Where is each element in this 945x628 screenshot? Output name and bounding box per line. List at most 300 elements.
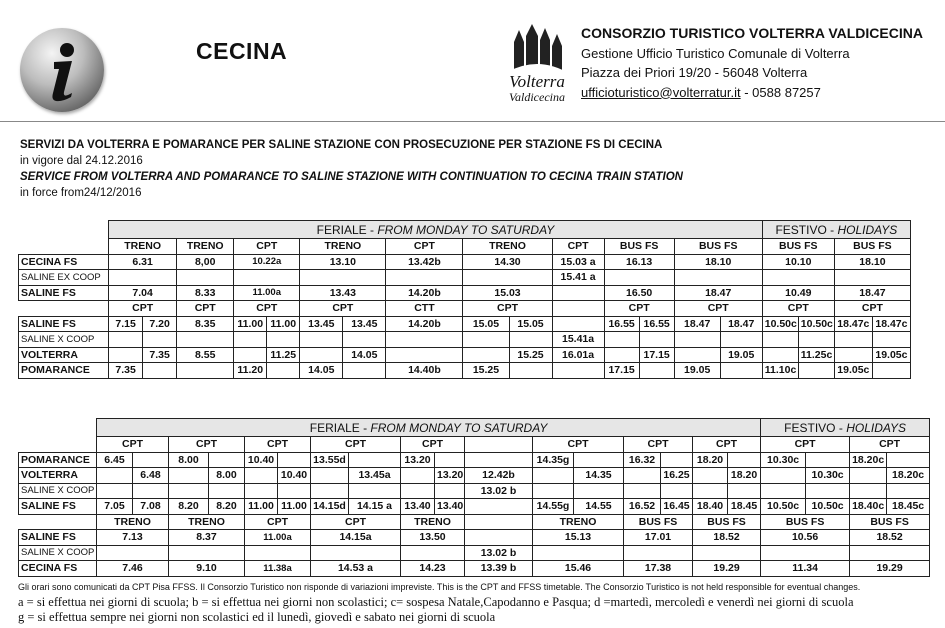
timetable-to-cecina — [18, 418, 930, 577]
service-type: BUS FS — [604, 239, 674, 255]
stop-name: SALINE FS — [19, 499, 97, 515]
time-cell: 15.25 — [509, 347, 552, 363]
service-type: CPT — [850, 437, 930, 453]
time-cell — [639, 363, 674, 379]
stop-row — [19, 347, 911, 363]
service-type: CPT — [234, 239, 300, 255]
logo-word: Volterra — [509, 72, 565, 91]
time-cell: 13.45 — [300, 316, 343, 332]
info-icon — [20, 28, 104, 112]
service-type: TRENO — [401, 514, 465, 530]
service-type: BUS FS — [834, 239, 910, 255]
time-cell: 10.49 — [762, 285, 834, 301]
time-cell: 7.46 — [97, 561, 169, 577]
time-cell: 14.55g — [533, 499, 574, 515]
time-cell: 15.03 — [463, 285, 552, 301]
service-type: BUS FS — [693, 514, 761, 530]
service-type: CPT — [386, 239, 463, 255]
time-cell: 14.30 — [463, 254, 552, 270]
stop-row — [19, 254, 911, 270]
time-cell — [693, 545, 761, 561]
time-cell — [761, 483, 806, 499]
time-cell — [624, 483, 661, 499]
time-cell — [177, 332, 234, 348]
note-disclaimer: Gli orari sono comunicati da CPT Pisa FFSS. Il Consorzio Turistico non risponde di variazioni impreviste. This is the CPT and FFSS timetable. The Consorzio Turistico is not held responsible for eventual changes. — [18, 582, 861, 592]
service-type: CPT — [762, 301, 834, 317]
time-cell: 11.00a — [245, 530, 311, 546]
service-type: BUS FS — [762, 239, 834, 255]
feriale-label: FERIALE - — [316, 222, 378, 237]
time-cell — [720, 363, 762, 379]
time-cell — [97, 468, 133, 484]
time-cell — [533, 545, 624, 561]
empty-cell — [19, 437, 97, 453]
time-cell: 7.20 — [143, 316, 177, 332]
time-cell: 7.08 — [133, 499, 169, 515]
time-cell — [177, 363, 234, 379]
time-cell — [245, 483, 278, 499]
time-cell: 13.55d — [311, 452, 349, 468]
time-cell — [109, 347, 143, 363]
service-type: BUS FS — [761, 514, 850, 530]
time-cell: 10.30c — [806, 468, 850, 484]
time-cell: 16.01a — [552, 347, 604, 363]
time-cell — [674, 347, 720, 363]
feriale-header — [97, 419, 761, 437]
empty-cell — [19, 221, 109, 239]
service-type: TRENO — [97, 514, 169, 530]
time-cell — [109, 332, 143, 348]
time-cell: 11.00 — [267, 316, 300, 332]
email-link[interactable]: ufficioturistico@volterratur.it — [581, 84, 741, 100]
time-cell — [552, 363, 604, 379]
time-cell — [639, 332, 674, 348]
time-cell: 7.13 — [97, 530, 169, 546]
time-cell — [278, 452, 311, 468]
time-cell — [278, 483, 311, 499]
service-type — [552, 301, 604, 317]
note-legend-1: a = si effettua nei giorni di scuola; b = si effettua nei giorni non scolastici; c= sospesa Natale,Capodanno e Pasqua; d =martedì, mercoledì e venerdì nei giorni di scuola — [18, 595, 854, 609]
time-cell: 12.42b — [465, 468, 533, 484]
time-cell: 7.35 — [109, 363, 143, 379]
time-cell — [209, 452, 245, 468]
time-cell — [834, 332, 872, 348]
time-cell: 14.55 — [574, 499, 624, 515]
time-cell: 13.40 — [401, 499, 435, 515]
service-type: CTT — [386, 301, 463, 317]
time-cell: 14.20b — [386, 316, 463, 332]
feriale-days: FROM MONDAY TO SATURDAY — [370, 420, 548, 435]
service-type: CPT — [693, 437, 761, 453]
time-cell: 19.05 — [674, 363, 720, 379]
time-cell: 8.55 — [177, 347, 234, 363]
stop-row — [19, 332, 911, 348]
service-type: CPT — [604, 301, 674, 317]
time-cell — [761, 468, 806, 484]
time-cell: 10.40 — [245, 452, 278, 468]
time-cell: 13.43 — [300, 285, 386, 301]
stop-row — [19, 483, 930, 499]
time-cell: 13.39 b — [465, 561, 533, 577]
service-type: CPT — [245, 437, 311, 453]
service-type: CPT — [97, 437, 169, 453]
valid-it: in vigore dal 24.12.2016 — [20, 155, 143, 167]
time-cell — [887, 483, 930, 499]
time-cell — [806, 483, 850, 499]
time-cell — [834, 270, 910, 286]
time-cell: 14.20b — [386, 285, 463, 301]
time-cell: 11.25c — [798, 347, 834, 363]
time-cell: 6.48 — [133, 468, 169, 484]
time-cell: 15.25 — [463, 363, 509, 379]
service-type-row — [19, 437, 930, 453]
time-cell: 18.20 — [693, 452, 728, 468]
stop-name: VOLTERRA — [19, 468, 97, 484]
time-cell: 15.05 — [509, 316, 552, 332]
empty-cell — [19, 301, 109, 317]
service-type-row — [19, 514, 930, 530]
service-type: CPT — [463, 301, 552, 317]
service-type: CPT — [169, 437, 245, 453]
time-cell: 14.35 — [574, 468, 624, 484]
time-cell: 19.05 — [720, 347, 762, 363]
time-cell: 16.55 — [604, 316, 639, 332]
time-cell — [300, 332, 343, 348]
time-cell — [624, 545, 693, 561]
time-cell — [533, 468, 574, 484]
time-cell: 10.56 — [761, 530, 850, 546]
time-cell: 13.10 — [300, 254, 386, 270]
intro — [20, 137, 683, 201]
time-cell — [97, 483, 133, 499]
time-cell — [300, 347, 343, 363]
feriale-label: FERIALE - — [309, 420, 371, 435]
time-cell: 13.50 — [401, 530, 465, 546]
time-cell: 8.35 — [177, 316, 234, 332]
time-cell: 18.47 — [674, 316, 720, 332]
service-type: CPT — [624, 437, 693, 453]
service-type: CPT — [834, 301, 910, 317]
towers-icon — [500, 24, 574, 74]
time-cell — [300, 270, 386, 286]
time-cell — [349, 483, 401, 499]
time-cell — [401, 468, 435, 484]
stop-row — [19, 285, 911, 301]
time-cell: 10.10 — [762, 254, 834, 270]
time-cell — [245, 545, 311, 561]
time-cell: 10.50c — [806, 499, 850, 515]
time-cell: 11.34 — [761, 561, 850, 577]
time-cell: 11.00 — [234, 316, 267, 332]
time-cell: 11.10c — [762, 363, 798, 379]
time-cell: 10.50c — [798, 316, 834, 332]
time-cell — [850, 545, 930, 561]
time-cell: 11.00a — [234, 285, 300, 301]
time-cell — [435, 483, 465, 499]
festivo-header — [761, 419, 930, 437]
stop-name: SALINE X COOP — [19, 483, 97, 499]
service-type: CPT — [311, 514, 401, 530]
time-cell — [401, 483, 435, 499]
time-cell — [143, 363, 177, 379]
stop-name: POMARANCE — [19, 363, 109, 379]
logo-sub: Valdicecina — [509, 90, 565, 104]
time-cell: 18.20c — [850, 452, 887, 468]
stop-name: CECINA FS — [19, 254, 109, 270]
time-cell: 11.00 — [245, 499, 278, 515]
time-cell: 10.50c — [762, 316, 798, 332]
stop-name: SALINE EX COOP — [19, 270, 109, 286]
time-cell — [133, 452, 169, 468]
time-cell: 13.20 — [401, 452, 435, 468]
stop-name: POMARANCE — [19, 452, 97, 468]
time-cell — [693, 483, 728, 499]
time-cell — [693, 468, 728, 484]
service-type-row — [19, 239, 911, 255]
time-cell — [834, 347, 872, 363]
time-cell — [343, 332, 386, 348]
time-cell: 13.45a — [349, 468, 401, 484]
empty-cell — [19, 514, 97, 530]
time-cell — [311, 468, 349, 484]
time-cell — [552, 285, 604, 301]
time-cell: 14.15a — [311, 530, 401, 546]
time-cell — [850, 483, 887, 499]
service-type: BUS FS — [624, 514, 693, 530]
time-cell — [133, 483, 169, 499]
time-cell: 6.31 — [109, 254, 177, 270]
stop-name: SALINE X COOP — [19, 545, 97, 561]
valid-en: in force from24/12/2016 — [20, 187, 142, 199]
time-cell: 7.15 — [109, 316, 143, 332]
time-cell: 17.15 — [639, 347, 674, 363]
time-cell: 18.45 — [728, 499, 761, 515]
time-cell: 14.05 — [300, 363, 343, 379]
stop-row — [19, 545, 930, 561]
time-cell: 13.20 — [435, 468, 465, 484]
service-type: CPT — [401, 437, 465, 453]
time-cell: 18.47 — [674, 285, 762, 301]
time-cell: 10.50c — [761, 499, 806, 515]
time-cell: 11.20 — [234, 363, 267, 379]
time-cell: 14.40b — [386, 363, 463, 379]
festivo-label: FESTIVO - — [775, 222, 838, 237]
time-cell: 8.33 — [177, 285, 234, 301]
time-cell — [267, 363, 300, 379]
feriale-header — [109, 221, 763, 239]
stop-name: SALINE X COOP — [19, 332, 109, 348]
time-cell: 8.20 — [169, 499, 209, 515]
time-cell — [720, 332, 762, 348]
time-cell: 7.04 — [109, 285, 177, 301]
time-cell: 18.52 — [693, 530, 761, 546]
time-cell: 14.23 — [401, 561, 465, 577]
time-cell: 16.32 — [624, 452, 661, 468]
time-cell: 16.55 — [639, 316, 674, 332]
service-type: CPT — [533, 437, 624, 453]
time-cell — [674, 270, 762, 286]
time-cell — [806, 452, 850, 468]
time-cell — [386, 270, 463, 286]
time-cell — [177, 270, 234, 286]
time-cell: 18.47c — [834, 316, 872, 332]
time-cell — [661, 483, 693, 499]
time-cell — [386, 347, 463, 363]
festivo-label: FESTIVO - — [784, 420, 847, 435]
time-cell: 19.05c — [834, 363, 872, 379]
time-cell: 19.29 — [693, 561, 761, 577]
time-cell: 15.41a — [552, 332, 604, 348]
service-type — [465, 437, 533, 453]
time-cell — [604, 270, 674, 286]
time-cell — [209, 483, 245, 499]
festivo-days: HOLIDAYS — [846, 420, 906, 435]
time-cell: 19.05c — [872, 347, 910, 363]
time-cell: 10.40 — [278, 468, 311, 484]
time-cell — [509, 363, 552, 379]
service-type: CPT — [177, 301, 234, 317]
time-cell — [143, 332, 177, 348]
time-cell — [661, 452, 693, 468]
time-cell — [761, 545, 850, 561]
time-cell: 18.47 — [720, 316, 762, 332]
time-cell — [267, 332, 300, 348]
time-cell — [311, 545, 401, 561]
service-type: TRENO — [109, 239, 177, 255]
time-cell — [169, 545, 245, 561]
time-cell: 18.20 — [728, 468, 761, 484]
stop-row — [19, 270, 911, 286]
festivo-days: HOLIDAYS — [837, 222, 898, 237]
time-cell: 18.40 — [693, 499, 728, 515]
time-cell: 18.45c — [887, 499, 930, 515]
time-cell: 18.47c — [872, 316, 910, 332]
time-cell: 10.22a — [234, 254, 300, 270]
time-cell — [169, 483, 209, 499]
time-cell: 14.53 a — [311, 561, 401, 577]
time-cell — [728, 452, 761, 468]
service-type: CPT — [674, 301, 762, 317]
time-cell — [674, 332, 720, 348]
time-cell: 16.52 — [624, 499, 661, 515]
time-cell — [872, 363, 910, 379]
page-title: CECINA — [196, 38, 288, 64]
time-cell — [728, 483, 761, 499]
stop-row — [19, 363, 911, 379]
stop-row — [19, 530, 930, 546]
time-cell: 15.46 — [533, 561, 624, 577]
time-cell: 18.10 — [674, 254, 762, 270]
time-cell: 8.37 — [169, 530, 245, 546]
stop-name: SALINE FS — [19, 285, 109, 301]
time-cell: 13.45 — [343, 316, 386, 332]
time-cell: 11.38a — [245, 561, 311, 577]
time-cell: 6.45 — [97, 452, 133, 468]
service-type: CPT — [245, 514, 311, 530]
time-cell — [465, 530, 533, 546]
time-cell: 17.38 — [624, 561, 693, 577]
time-cell: 13.40 — [435, 499, 465, 515]
service-type: CPT — [109, 301, 177, 317]
stop-name: CECINA FS — [19, 561, 97, 577]
title-it: SERVIZI DA VOLTERRA E POMARANCE PER SALINE STAZIONE CON PROSECUZIONE PER STAZIONE FS DI CECINA — [20, 139, 663, 151]
time-cell — [887, 452, 930, 468]
org-info — [581, 24, 923, 102]
time-cell: 8,00 — [177, 254, 234, 270]
time-cell: 15.05 — [463, 316, 509, 332]
service-type: CPT — [234, 301, 300, 317]
time-cell: 17.01 — [624, 530, 693, 546]
time-cell: 14.15 a — [349, 499, 401, 515]
service-type — [465, 514, 533, 530]
time-cell — [349, 452, 401, 468]
time-cell: 13.02 b — [465, 545, 533, 561]
stop-name: SALINE FS — [19, 530, 97, 546]
service-type: TRENO — [300, 239, 386, 255]
stop-row — [19, 468, 930, 484]
time-cell — [762, 270, 834, 286]
service-type: TRENO — [177, 239, 234, 255]
divider — [0, 121, 945, 122]
time-cell: 7.35 — [143, 347, 177, 363]
time-cell — [234, 270, 300, 286]
time-cell — [245, 468, 278, 484]
time-cell — [762, 332, 798, 348]
time-cell: 16.50 — [604, 285, 674, 301]
time-cell: 18.20c — [887, 468, 930, 484]
time-cell — [435, 452, 465, 468]
time-cell — [798, 332, 834, 348]
service-type: CPT — [761, 437, 850, 453]
timetable-to-volterra — [18, 220, 911, 379]
service-type: BUS FS — [674, 239, 762, 255]
time-cell — [97, 545, 169, 561]
stop-row — [19, 499, 930, 515]
time-cell — [311, 483, 349, 499]
time-cell: 17.15 — [604, 363, 639, 379]
volterra-logo — [500, 24, 574, 108]
time-cell — [109, 270, 177, 286]
time-cell — [533, 483, 574, 499]
time-cell: 16.45 — [661, 499, 693, 515]
time-cell: 16.25 — [661, 468, 693, 484]
table-title-row — [19, 221, 911, 239]
time-cell: 19.29 — [850, 561, 930, 577]
time-cell — [509, 332, 552, 348]
stop-row — [19, 316, 911, 332]
time-cell: 18.47 — [834, 285, 910, 301]
service-type: CPT — [311, 437, 401, 453]
title-en: SERVICE FROM VOLTERRA AND POMARANCE TO SALINE STAZIONE WITH CONTINUATION TO CECINA TRAIN STATION — [20, 171, 683, 183]
empty-cell — [19, 239, 109, 255]
time-cell: 14.35g — [533, 452, 574, 468]
org-line-2: Piazza dei Priori 19/20 - 56048 Volterra — [581, 65, 808, 80]
festivo-header — [762, 221, 910, 239]
time-cell: 8.00 — [169, 452, 209, 468]
org-line-1: Gestione Ufficio Turistico Comunale di Volterra — [581, 45, 850, 61]
time-cell: 13.42b — [386, 254, 463, 270]
time-cell: 8.00 — [209, 468, 245, 484]
service-type: CPT — [552, 239, 604, 255]
service-type: TRENO — [169, 514, 245, 530]
time-cell — [850, 468, 887, 484]
time-cell — [234, 347, 267, 363]
time-cell — [762, 347, 798, 363]
service-type: BUS FS — [850, 514, 930, 530]
time-cell — [624, 468, 661, 484]
time-cell: 9.10 — [169, 561, 245, 577]
time-cell — [604, 347, 639, 363]
